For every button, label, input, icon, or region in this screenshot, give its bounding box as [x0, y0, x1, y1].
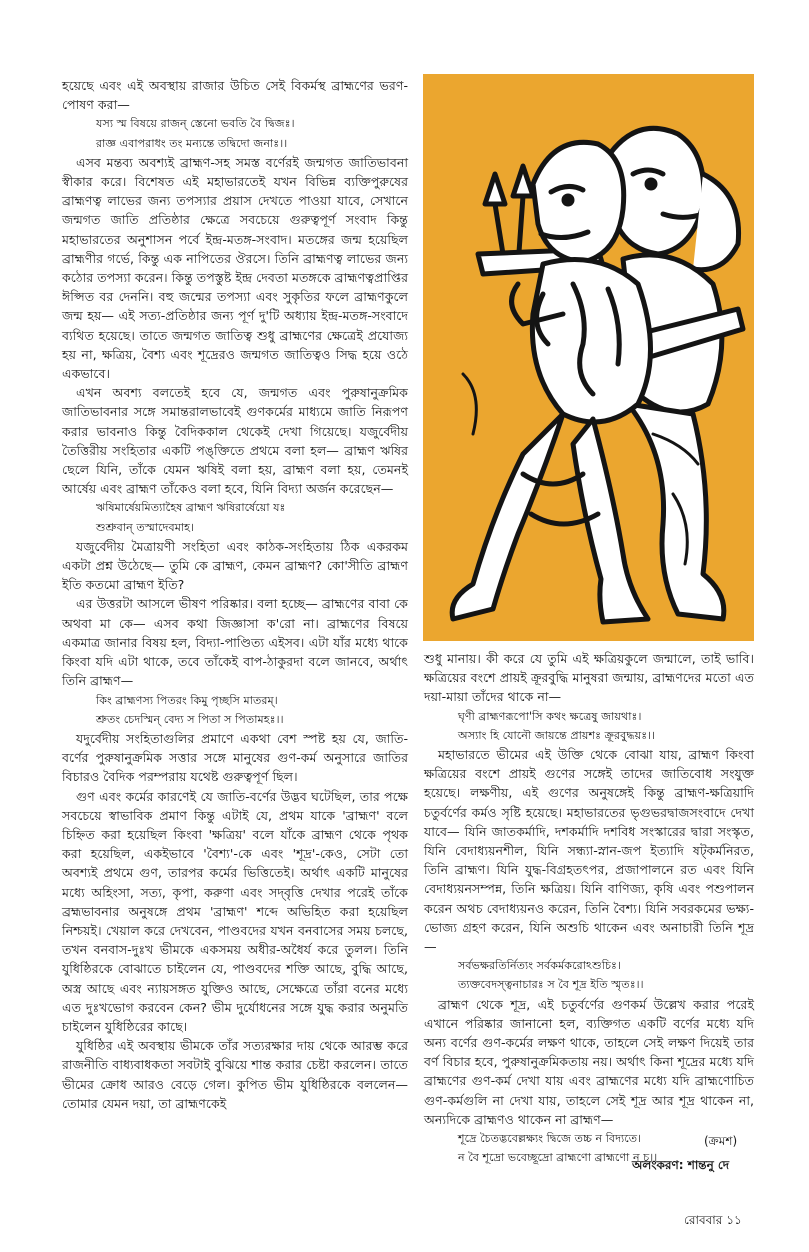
- front-figure-left-leg: [452, 414, 563, 619]
- sanskrit-verse: ত্যক্তবেদস্ত্বনাচারঃ স বৈ শূদ্র ইতি স্মৃতঃ।।: [458, 978, 644, 992]
- body-paragraph: শুধু মানায়। কী করে যে তুমি এই ক্ষত্রিয়কুলে জন্মালে, তাই ভাবি। ক্ষত্রিয়ের বংশে প্রায়ই ক্রূরবুদ্ধি মানুষরা জন্মায়, ব্রাহ্মণদের মতো এত দয়া-মায়া তাঁদের থাকে না—: [424, 651, 754, 705]
- front-figure-head: [533, 142, 624, 262]
- continued-note: (ক্রমশ): [704, 1134, 738, 1148]
- sanskrit-verse: শ্রুতং চেদস্মিন্ বেদ্য স পিতা স পিতামহঃ।।: [96, 712, 284, 726]
- body-paragraph: মহাভারতে ভীমের এই উক্তি থেকে বোঝা যায়, ব্রাহ্মণ কিংবা ক্ষত্রিয়ের বংশে প্রায়ই গুণের সঙ্গেই তাদের জাতিবোধ সংযুক্ত হয়েছে। লক্ষণীয়, এই গুণের অনুষঙ্গেই কিন্তু ব্রাহ্মণ-ক্ষত্রিয়াদি চতুর্বর্ণের কর্মও সৃষ্টি হয়েছে। মহাভারতের ভৃগুভরদ্বাজসংবাদে দেখা যাবে— যিনি জাতকর্মাদি, দশকর্মাদি দশবিধ সংস্কারের দ্বারা সংস্কৃত, যিনি বেদাধ্যয়নশীল, যিনি সন্ধ্যা-স্নান-জপ ইত্যাদি ষট্‌কর্মনিরত, তিনি ব্রাহ্মণ। যিনি যুদ্ধ-বিগ্রহতৎপর, প্রজাপালনে রত এবং যিনি বেদাধ্যয়নসম্পন্ন, তিনি ক্ষত্রিয়। যিনি বাণিজ্য, কৃষি এবং পশুপালন করেন অথচ বেদাধ্যয়নও করেন, তিনি বৈশ্য। যিনি সবরকমের ভক্ষ্য-ভোজ্য গ্রহণ করেন, যিনি অশুচি থাকেন এবং অনাচারী তিনি শূদ্র—: [424, 747, 754, 955]
- sanskrit-verse: যস্য স্ম বিষয়ে রাজন্ স্তেনো ভবতি বৈ দ্বিজঃ।: [96, 117, 295, 131]
- warrior-figures-drawing: [423, 74, 754, 641]
- sanskrit-verse: শুশ্রুবান্ তস্মাদেবমাহ।: [96, 520, 195, 534]
- sanskrit-verse: রাজ্ঞ এবাপরাধং তং মন্যন্তে তদ্বিদো জনাঃ।।: [96, 136, 288, 150]
- body-paragraph: গুণ এবং কর্মের কারণেই যে জাতি-বর্ণের উদ্ভব ঘটেছিল, তার পক্ষে সবচেয়ে স্বাভাবিক প্রমাণ কিন্তু এটাই যে, প্রথম যাকে 'ব্রাহ্মণ' বলে চিহ্নিত করা হয়েছিল কিংবা 'ক্ষত্রিয়' বলে যাঁকে ব্রাহ্মণ থেকে পৃথক করা হয়েছিল, একইভাবে 'বৈশ্য'-কে এবং 'শূদ্র'-কেও, সেটা তো অবশ্যই প্রথমে গুণ, তারপর কর্মের ভিত্তিতেই। অর্থাৎ একটি মানুষের মধ্যে অহিংসা, সত্য, কৃপা, করুণা এবং সদ্‌বৃত্তি দেখার পরেই তাঁকে ব্রহ্মভাবনার অনুষঙ্গে প্রথম 'ব্রাহ্মণ' শব্দে অভিহিত করা হয়েছিল নিশ্চয়ই। খেয়াল করে দেখবেন, পাণ্ডবদের যখন বনবাসের সময় চলছে, তখন বনবাস-দুঃখ ভীমকে একসময় অধীর-অধৈর্য করে তুলল। তিনি যুধিষ্ঠিরকে বোঝাতে চাইলেন যে, পাণ্ডবদের শক্তি আছে, বুদ্ধি আছে, অস্ত্র আছে এবং ন্যায়সঙ্গত যুক্তিও আছে, সেক্ষেত্রে তাঁরা বনের মধ্যে এত দুঃখভোগ করবেন কেন? ভীম দুর্যোধনের সঙ্গে যুদ্ধ করার অনুমতি চাইলেন যুধিষ্ঠিরের কাছে।: [62, 788, 408, 1034]
- left-column: [62, 76, 408, 1113]
- body-paragraph: এখন অবশ্য বলতেই হবে যে, জন্মগত এবং পুরুষানুক্রমিক জাতিভাবনার সঙ্গে সমান্তরালভাবেই গুণকর্মের মাধ্যমে জাতি নিরূপণ করার ভাবনাও কিন্তু বৈদিককাল থেকেই দেখা গিয়েছে। যজুর্বেদীয় তৈত্তিরীয় সংহিতার একটি পঙ্‌ক্তিতে প্রথমে বলা হল— ব্রাহ্মণ ঋষির ছেলে যিনি, তাঁকে যেমন ঋষিই বলা হয়, ব্রাহ্মণ বলা হয়, তেমনই আর্ষেয় এবং ব্রাহ্মণ তাঁকেও বলা হবে, যিনি বিদ্যা অর্জন করেছেন—: [62, 385, 408, 497]
- sanskrit-verse: ঘৃণী ব্রাহ্মণরূপো'সি কথং ক্ষত্রেষু জায়থাঃ।: [458, 709, 642, 723]
- sanskrit-verse: ঋষিমার্ষেয়মিত্যাহৈষ ব্রাহ্মণ ঋষিরার্ষেয়ো যঃ: [96, 501, 286, 515]
- sanskrit-verse: অস্যাং হি যোনৌ জায়ন্তে প্রায়শঃ ক্রূরবুদ্ধয়ঃ।।: [458, 728, 656, 742]
- front-figure-torso: [532, 260, 650, 423]
- page-folio: রোববার ১১: [684, 1213, 742, 1227]
- body-paragraph: এর উত্তরটা আসলে ভীষণ পরিষ্কার। বলা হচ্ছে— ব্রাহ্মণের বাবা কে অথবা মা কে— এসব কথা জিজ্ঞাসা ক'রো না। ব্রাহ্মণের বিষয়ে একমাত্র জানার বিষয় হল, বিদ্যা-পাণ্ডিত্য এইসব। এটা যাঁর মধ্যে থাকে কিংবা যদি এটা থাকে, তবে তাঁকেই বাপ-ঠাকুরদা বলে জানবে, অর্থাৎ তিনি ব্রাহ্মণ—: [62, 596, 408, 689]
- back-figure-leg: [628, 404, 724, 619]
- body-paragraph: যদুর্বেদীয় সংহিতাগুলির প্রমাণে একথা বেশ স্পষ্ট হয় যে, জাতি-বর্ণের পুরুষানুক্রমিক সত্তার সঙ্গে মানুষের গুণ-কর্ম অনুসারে জাতির বিচারও বৈদিক পরম্পরায় যথেষ্ট গুরুত্বপূর্ণ ছিল।: [62, 730, 408, 785]
- body-paragraph: যুধিষ্ঠির এই অবস্থায় ভীমকে তাঁর সত্যরক্ষার দায় থেকে আরম্ভ করে রাজনীতি বাধ্যবাধকতা সবটাই বুঝিয়ে শান্ত করার চেষ্টা করলেন। তাতে ভীমের ক্রোধ আরও বেড়ে গেল। কুপিত ভীম যুধিষ্ঠিরকে বললেন— তোমার যেমন দয়া, তা ব্রাহ্মণকেই: [62, 1038, 408, 1111]
- body-paragraph: এসব মন্তব্য অবশ্যই ব্রাহ্মণ-সহ সমস্ত বর্ণেরই জন্মগত জাতিভাবনা স্বীকার করে। বিশেষত এই মহাভারতেই যখন বিভিন্ন ব্যক্তিপুরুষের ব্রাহ্মণত্ব লাভের জন্য তপস্যার প্রয়াস দেখতে পাওয়া যাবে, সেখানে জন্মগত জাতি প্রতিষ্ঠার ক্ষেত্রে সবচেয়ে গুরুত্বপূর্ণ সংবাদ কিন্তু মহাভারতের অনুশাসন পর্বে ইন্দ্র-মতঙ্গ-সংবাদ। মতঙ্গের জন্ম হয়েছিল ব্রাহ্মণীর গর্ভে, কিন্তু এক নাপিতের ঔরসে। তিনি ব্রাহ্মণত্ব লাভের জন্য কঠোর তপস্যা করেন। কিন্তু তপস্তুষ্ট ইন্দ্র দেবতা মতঙ্গকে ব্রাহ্মণত্বপ্রাপ্তির ঈপ্সিত বর দেননি। বহু জন্মের তপস্যা এবং সুকৃতির ফলে ব্রাহ্মণকুলে জন্ম হয়— এই সত্য-প্রতিষ্ঠার জন্য পূর্ণ দু'টি অধ্যায় ইন্দ্র-মতঙ্গ-সংবাদে ব্যথিত হয়েছে। তাতে জন্মগত জাতিত্ব শুধু ব্রাহ্মণের ক্ষেত্রেই প্রযোজ্য হয় না, ক্ষত্রিয়, বৈশ্য এবং শূদ্রেরও জন্মগত জাতিত্বও সিদ্ধ হয়ে ওঠে একভাবে।: [62, 154, 408, 382]
- arrowhead-left: [485, 174, 505, 204]
- right-column: [424, 649, 754, 1167]
- body-paragraph: ব্রাহ্মণ থেকে শূদ্র, এই চতুর্বর্ণের গুণকর্ম উল্লেখ করার পরেই এখানে পরিষ্কার জানানো হল, ব্যক্তিগত একটি বর্ণের মধ্যে যদি অন্য বর্ণের গুণ-কর্মের লক্ষণ থাকে, তাহলে সেই লক্ষণ দিয়েই তার বর্ণ বিচার হবে, পুরুষানুক্রমিকতায় নয়। অর্থাৎ কিনা শূদ্রের মধ্যে যদি ব্রাহ্মণের গুণ-কর্ম দেখা যায় এবং ব্রাহ্মণের মধ্যে যদি ব্রাহ্মণোচিত গুণ-কর্মগুলি না দেখা যায়, তাহলে সেই শূদ্র আর শূদ্র থাকেন না, অন্যদিকে ব্রাহ্মণও থাকেন না ব্রাহ্মণ—: [424, 996, 754, 1127]
- sanskrit-verse: ন বৈ শূদ্রো ভবেচ্ছূদ্রো ব্রাহ্মণো ব্রাহ্মণো ন চ।।: [458, 1151, 658, 1165]
- sanskrit-verse: কিং ব্রাহ্মণস্য পিতরং কিমু পৃচ্ছসি মাতরম্।: [96, 693, 278, 707]
- illustration: [423, 74, 754, 641]
- body-paragraph: যজুর্বেদীয় মৈত্রায়ণী সংহিতা এবং কাঠক-সংহিতায় ঠিক একরকম একটা প্রশ্ন উঠেছে— তুমি কে ব্রাহ্মণ, কেমন ব্রাহ্মণ? কো'সীতি ব্রাহ্মণ ইতি কতমো ব্রাহ্মণ ইতি?: [62, 538, 408, 593]
- body-paragraph: হয়েছে এবং এই অবস্থায় রাজার উচিত সেই বিকর্মস্থ ব্রাহ্মণের ভরণ-পোষণ করা—: [62, 78, 408, 113]
- sanskrit-verse: সর্বভক্ষরতির্নিত্যং সর্বকর্মকরোঽশুচিঃ।: [458, 959, 621, 973]
- illustration-credit: অলংকরণ: শান্তনু দে: [632, 1158, 730, 1172]
- arrowhead-right: [513, 166, 533, 196]
- sanskrit-verse: শূদ্রে চৈতদ্ভবেল্লক্ষ্যং দ্বিজে তচ্চ ন বিদ্যতে।: [458, 1132, 642, 1146]
